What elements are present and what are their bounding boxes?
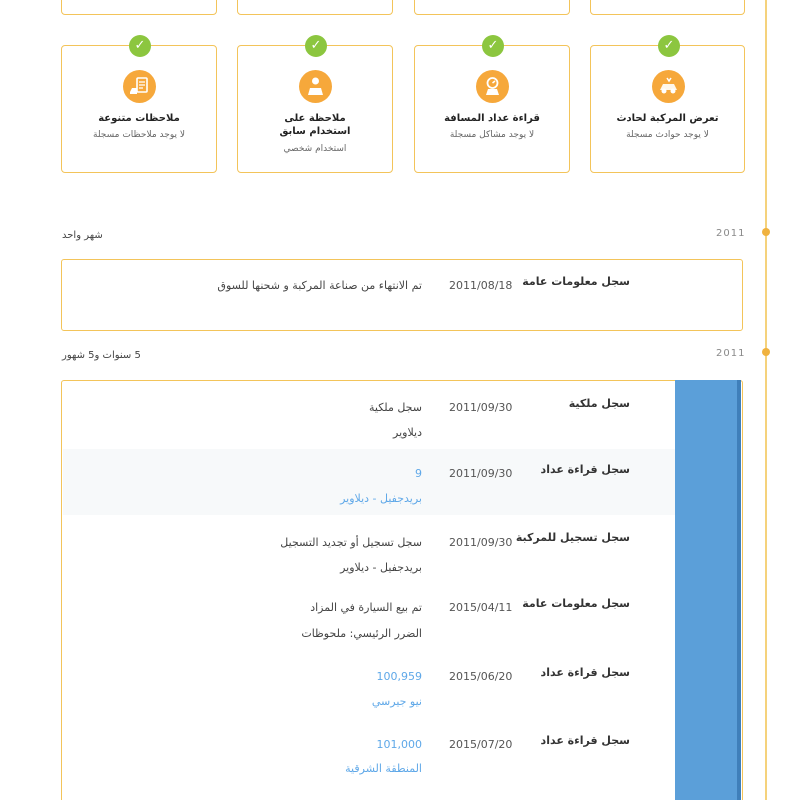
odometer-value-link[interactable]: 101,000 [376,738,422,751]
record-type: سجل قراءة عداد [540,666,630,679]
odometer-icon [476,70,509,103]
record-detail: سجل ملكية [369,401,422,414]
record-location-link[interactable]: المنطقة الشرقية [345,762,422,775]
record-location-link[interactable]: بريدجفيل - ديلاوير [340,492,422,505]
record-date: 2015/07/20 [449,738,513,751]
period-label: شهر واحد [62,230,103,241]
record-date: 2011/09/30 [449,467,513,480]
card-title: ملاحظات متنوعة [98,113,180,124]
record-location: ديلاوير [393,426,422,439]
card-title: قراءة عداد المسافة [444,113,540,124]
record-type: سجل معلومات عامة [522,275,630,288]
card-subtitle: استخدام شخصي [283,144,347,154]
summary-card-partial [61,0,217,15]
check-icon: ✓ [482,35,504,57]
record-type: سجل قراءة عداد [540,463,630,476]
record-date: 2015/06/20 [449,670,513,683]
timeline-year: 2011 [716,228,746,239]
summary-card-notes[interactable] [61,38,217,173]
record-location: بريدجفيل - ديلاوير [340,561,422,574]
card-subtitle: لا يوجد حوادث مسجلة [626,130,709,140]
record-type: سجل معلومات عامة [522,597,630,610]
check-icon: ✓ [658,35,680,57]
timeline-dot [762,348,770,356]
summary-card-partial [237,0,393,15]
record-detail: الضرر الرئيسي: ملحوظات [301,627,422,640]
card-subtitle: لا يوجد ملاحظات مسجلة [93,130,185,140]
summary-card-accident[interactable] [590,38,745,173]
period-label: 5 سنوات و5 شهور [62,350,141,361]
record-date: 2011/09/30 [449,401,513,414]
check-icon: ✓ [129,35,151,57]
summary-card-odometer[interactable] [414,38,570,173]
card-subtitle: لا يوجد مشاكل مسجلة [449,130,535,140]
card-title: تعرض المركبة لحادث [616,113,719,124]
record-detail: تم بيع السيارة في المزاد [310,601,422,614]
record-detail: سجل تسجيل أو تجديد التسجيل [280,536,422,549]
odometer-value-link[interactable]: 9 [415,467,422,480]
record-date: 2015/04/11 [449,601,513,614]
record-date: 2011/09/30 [449,536,513,549]
odometer-value-link[interactable]: 100,959 [376,670,422,683]
owner-car-icon [299,70,332,103]
timeline-year: 2011 [716,348,746,359]
record-location-link[interactable]: نيو جيرسي [371,695,422,708]
timeline-line [765,0,767,800]
check-icon: ✓ [305,35,327,57]
record-date: 2011/08/18 [449,279,513,292]
clipboard-car-icon [123,70,156,103]
summary-card-partial [414,0,570,15]
record-detail: تم الانتهاء من صناعة المركبة و شحنها للسوق [217,279,422,292]
side-accent-bar [675,380,741,800]
record-type: سجل تسجيل للمركبة [515,531,630,544]
record-type: سجل قراءة عداد [540,734,630,747]
car-crash-icon [652,70,685,103]
record-type: سجل ملكية [568,397,630,410]
card-title: ملاحظة على استخدام سابق [279,113,351,137]
row-background [63,449,675,515]
summary-card-partial [590,0,745,15]
summary-card-usage[interactable] [237,38,393,173]
record-box [61,259,743,331]
timeline-dot [762,228,770,236]
record-box [61,380,743,800]
